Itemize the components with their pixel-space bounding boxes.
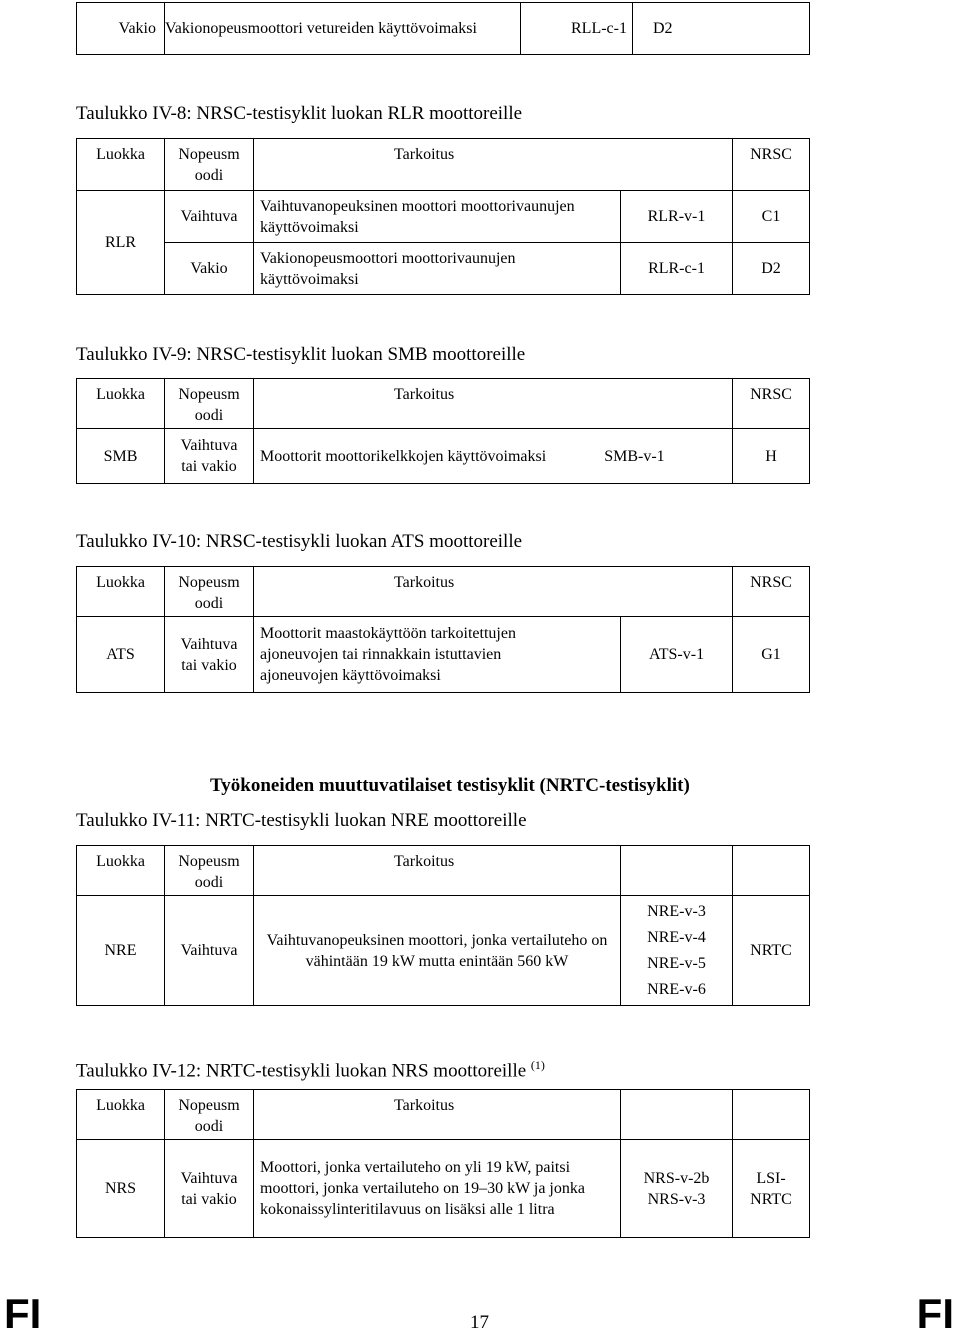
table-iv-10 [76, 566, 810, 693]
table-header-row [77, 1090, 810, 1140]
table-row [77, 617, 810, 693]
table-caption: Taulukko IV-8: NRSC-testisyklit luokan RLR moottoreille [76, 103, 523, 124]
footnote-marker: (1) [530, 1058, 545, 1072]
nrsc-cell: D2 [633, 3, 810, 55]
table-caption: Taulukko IV-11: NRTC-testisykli luokan NRE moottoreille [76, 810, 527, 831]
footer-language-left: FI [4, 1290, 42, 1337]
nrsc-cell: D2 [733, 243, 810, 295]
purpose-cell: Vaihtuvanopeuksinen moottori, jonka vertailuteho on vähintään 19 kW mutta enintään 560 kW [254, 896, 621, 1006]
header-tarkoitus: Tarkoitus [254, 379, 733, 429]
header-nopeusmoodi: Nopeusm oodi [165, 846, 254, 896]
section-heading: Työkoneiden muuttuvatilaiset testisyklit (NRTC-testisyklit) [210, 775, 690, 796]
header-nopeusmoodi: Nopeusm oodi [165, 567, 254, 617]
empty-cell [733, 1090, 810, 1140]
table-iv-12 [76, 1089, 810, 1238]
class-cell: RLR [77, 191, 165, 295]
purpose-cell: Vaihtuvanopeuksinen moottori moottorivaunujen käyttövoimaksi [254, 191, 621, 243]
table-caption: Taulukko IV-9: NRSC-testisyklit luokan SMB moottoreille [76, 344, 526, 365]
header-nrsc: NRSC [733, 567, 810, 617]
speed-mode-cell: Vaihtuva [165, 896, 254, 1006]
header-luokka: Luokka [77, 846, 165, 896]
purpose-cell: Vakionopeusmoottori moottorivaunujen käyttövoimaksi [254, 243, 621, 295]
table-header-row [77, 567, 810, 617]
header-tarkoitus: Tarkoitus [254, 139, 733, 191]
nrtc-cell: LSI- NRTC [733, 1140, 810, 1238]
table-row [77, 3, 810, 55]
page-number: 17 [470, 1312, 489, 1333]
class-cell: NRE [77, 896, 165, 1006]
cycle-cell: RLR-v-1 [621, 191, 733, 243]
nrsc-cell: H [733, 429, 810, 484]
purpose-cell: Moottorit maastokäyttöön tarkoitettujen ajoneuvojen tai rinnakkain istuttavien ajoneuvojen käyttövoimaksi [254, 617, 621, 693]
table-iv-9 [76, 378, 810, 484]
table-header-row [77, 846, 810, 896]
speed-mode-cell: Vakio [165, 243, 254, 295]
cycle-cell: NRE-v-3 NRE-v-4 NRE-v-5 NRE-v-6 [621, 896, 733, 1006]
table-iv-11 [76, 845, 810, 1006]
speed-mode-cell: Vakio [77, 3, 165, 55]
table-header-row [77, 139, 810, 191]
table-row [77, 429, 810, 484]
purpose-cell: Vakionopeusmoottori vetureiden käyttövoimaksi [165, 3, 521, 55]
cycle-cell: ATS-v-1 [621, 617, 733, 693]
header-nrsc: NRSC [733, 379, 810, 429]
table-caption: Taulukko IV-10: NRSC-testisykli luokan ATS moottoreille [76, 531, 523, 552]
header-nopeusmoodi: Nopeusm oodi [165, 139, 254, 191]
purpose-cell: Moottorit moottorikelkkojen käyttövoimaksi SMB-v-1 [254, 429, 733, 484]
cycle-cell: RLR-c-1 [621, 243, 733, 295]
speed-mode-cell: Vaihtuva tai vakio [165, 429, 254, 484]
empty-cell [621, 1090, 733, 1140]
speed-mode-cell: Vaihtuva tai vakio [165, 617, 254, 693]
nrsc-cell: C1 [733, 191, 810, 243]
nrtc-cell: NRTC [733, 896, 810, 1006]
header-tarkoitus: Tarkoitus [254, 846, 621, 896]
table-header-row [77, 379, 810, 429]
speed-mode-cell: Vaihtuva tai vakio [165, 1140, 254, 1238]
header-luokka: Luokka [77, 139, 165, 191]
table-row [77, 896, 810, 1006]
table-row [77, 1140, 810, 1238]
header-luokka: Luokka [77, 567, 165, 617]
table-caption: Taulukko IV-12: NRTC-testisykli luokan NRS moottoreille $^{(1)}$ [76, 1058, 545, 1082]
header-tarkoitus: Tarkoitus [254, 1090, 621, 1140]
table-row [77, 243, 810, 295]
table-iv-8 [76, 138, 810, 295]
nrsc-cell: G1 [733, 617, 810, 693]
purpose-cell: Moottori, jonka vertailuteho on yli 19 kW, paitsi moottori, jonka vertailuteho on 19–30 kW ja jonka kokonaissylinteritilavuus on lisäksi alle 1 litra [254, 1140, 621, 1238]
header-tarkoitus: Tarkoitus [254, 567, 733, 617]
header-nopeusmoodi: Nopeusm oodi [165, 379, 254, 429]
cycle-cell: RLL-c-1 [521, 3, 633, 55]
empty-cell [733, 846, 810, 896]
header-nopeusmoodi: Nopeusm oodi [165, 1090, 254, 1140]
header-nrsc: NRSC [733, 139, 810, 191]
class-cell: NRS [77, 1140, 165, 1238]
speed-mode-cell: Vaihtuva [165, 191, 254, 243]
header-luokka: Luokka [77, 379, 165, 429]
class-cell: SMB [77, 429, 165, 484]
class-cell: ATS [77, 617, 165, 693]
empty-cell [621, 846, 733, 896]
header-luokka: Luokka [77, 1090, 165, 1140]
previous-table [76, 2, 810, 55]
table-row [77, 191, 810, 243]
cycle-cell: NRS-v-2b NRS-v-3 [621, 1140, 733, 1238]
footer-language-right: FI [916, 1290, 954, 1337]
